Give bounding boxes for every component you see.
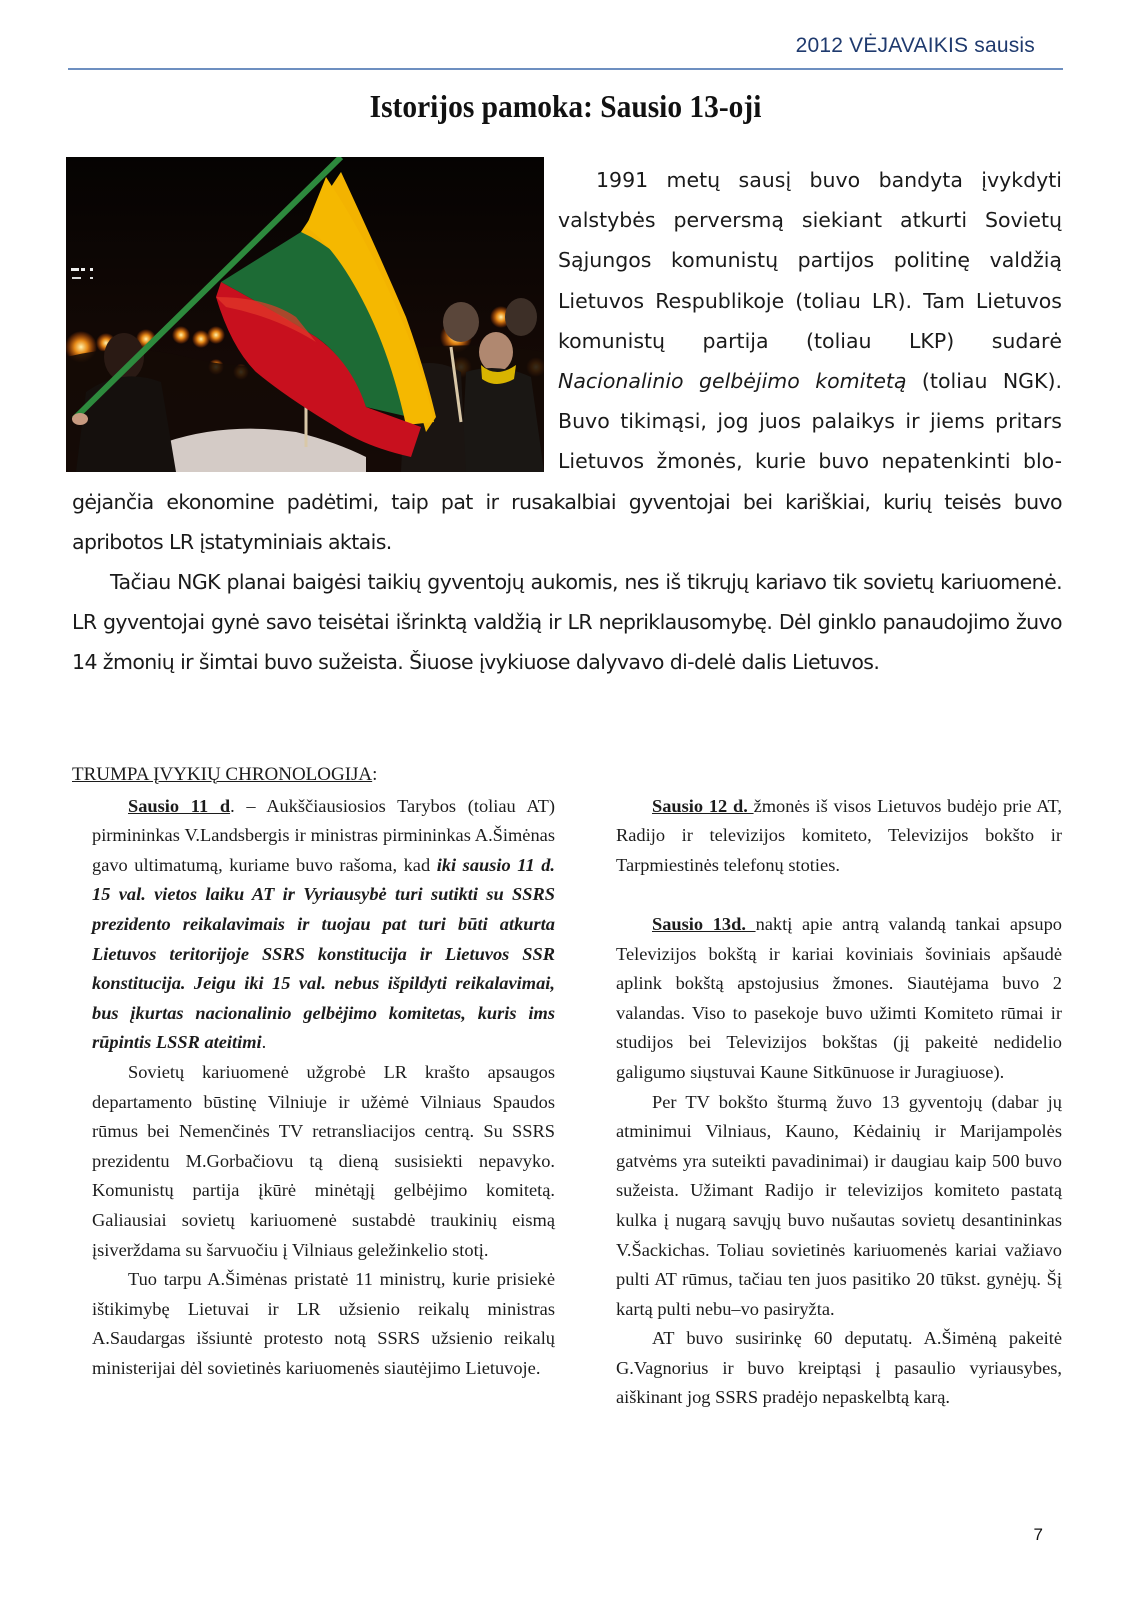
chronology-section [72, 760, 1062, 1413]
entry-paragraph: Sovietų kariuomenė užgrobė LR krašto apsaugos departamento būstinę Vilniuje ir užėmė Vilniaus Spaudos rūmus bei Nemenčinės TV retransliacijos centrą. Su SSRS prezidentu M.Gorbačiovu tą dieną susisiekti nepavyko. Komunistų partija įkūrė minėtąjį gelbėjimo komitetą. Galiausiai sovietų kariuomenė sustabdė traukinių eismą įsiverždama su šarvuočiu į Vilniaus geležinkelio stotį. [92, 1061, 555, 1260]
date-label: Sausio 11 d [128, 795, 231, 816]
header-rule [68, 68, 1063, 70]
running-header: 2012 VĖJAVAIKIS sausis [795, 34, 1035, 57]
entry-jan-11: Sausio 11 d. – Aukščiausiosios Tarybos (toliau AT) pirmininkas V.Landsbergis ir ministras pirmininkas A.Šimėnas gavo ultimatumą, kuriame buvo rašoma, kad iki sausio 11 d. 15 val. vietos laiku AT ir Vyriausybė turi sutikti su SSRS prezidento reikalavimais ir tuojau pat turi būti atkurta Lietuvos teritorijoje SSRS konstitucija ir Lietuvos SSR konstitucija. Jeigu iki 15 val. nebus išpildyti reikalavimai, bus įkurtas nacionalinio gelbėjimo komitetas, kuris ims rūpintis LSSR ateitimi. [92, 795, 555, 1053]
entry-jan-13: Sausio 13d. naktį apie antrą valandą tankai apsupo Televizijos bokštą ir kariai koviniais šoviniais apšaudė aplink bokštą apstojusius žmones. Siautėjama buvo 2 valandas. Viso to pasekoje buvo užimti Komiteto rūmai ir studijos bei Televizijos bokštas (jį pakeitė nedidelio galigumo siųstuvai Kaune Sitkūnuose ir Juragiuose). [616, 913, 1062, 1082]
page-number: 7 [1033, 1525, 1043, 1544]
ultimatum-demand: iki sausio 11 d. 15 val. vietos laiku AT ir Vyriausybė turi sutikti su SSRS prezidento reikalavimais ir tuojau pat turi būti atkurta Lietuvos teritorijoje SSRS konstitucija ir Lietuvos SSR konstitucija. Jeigu iki 15 val. nebus išpildyti reikalavimai, bus įkurtas nacionalinio gelbėjimo komitetas, kuris ims rūpintis LSSR ateitimi [92, 854, 555, 1053]
entry-paragraph: Tuo tarpu A.Šimėnas pristatė 11 ministrų, kurie prisiekė ištikimybę Lietuvai ir LR užsienio reikalų ministras A.Saudargas išsiuntė protesto notą SSRS užsienio reikalų ministerijai dėl sovietinės kariuomenės siautėjimo Lietuvoje. [92, 1269, 555, 1378]
chronology-heading: TRUMPA ĮVYKIŲ CHRONOLOGIJA: [72, 764, 378, 785]
date-label: Sausio 12 d. [652, 795, 754, 816]
ngk-italic-term: Nacionalinio gelbėjimo komitetą [558, 369, 907, 394]
intro-paragraph-2: Tačiau NGK planai baigėsi taikių gyventojų aukomis, nes iš tikrųjų kariavo tik sovietų kariuomenė. LR gyventojai gynė savo teisėtai išrinktą valdžią ir LR nepriklausomybę. Dėl ginklo panaudojimo žuvo 14 žmonių ir šimtai buvo sužeista. Šiuose įvykiuose dalyvavo di-delė dalis Lietuvos. [72, 570, 1062, 675]
entry-paragraph: Per TV bokšto šturmą žuvo 13 gyventojų (dabar jų atminimui Vilniaus, Kauno, Kėdainių ir Marijampolės gatvėms yra suteikti pavadinimai) ir daugiau kaip 500 buvo sužeista. Užimant Radijo ir televizijos komiteto pastatą kulka į nugarą savųjų buvo nušautas sovietų desantininkas V.Šackichas. Toliau sovietinės kariuomenės kariai važiavo pulti AT rūmus, tačiau ten juos pasitiko 20 tūkst. gynėjų. Šį kartą pulti nebu–vo pasiryžta. [616, 1091, 1062, 1319]
intro-text [72, 160, 1062, 683]
chronology-columns [72, 792, 1062, 1413]
intro-paragraph-1: 1991 metų sausį buvo bandyta įvykdyti valstybės perversmą siekiant atkurti Sovietų Sąjungos komunistų partijos politinę valdžią Lietuvos Respublikoje (toliau LR). Tam Lietuvos komunistų partija (toliau LKP) sudarė Nacionalinio gelbėjimo komitetą (toliau NGK). Buvo tikimąsi, jog juos palaikys ir jiems pritars Lietuvos žmonės, kurie buvo nepatenkinti blo-gėjančia ekonomine padėtimi, taip pat ir rusakalbiai gyventojai bei kariškiai, kurių teisės buvo apribotos LR įstatyminiais aktais. [72, 168, 1062, 554]
date-label: Sausio 13d. [652, 913, 756, 934]
chronology-left-column [92, 792, 555, 1413]
entry-jan-12: Sausio 12 d. žmonės iš visos Lietuvos budėjo prie AT, Radijo ir televizijos komiteto, Televizijos bokšto ir Tarpmiestinės telefonų stoties. [616, 795, 1063, 875]
article-title: Istorijos pamoka: Sausio 13-oji [369, 88, 762, 124]
photo-wrap-spacer [72, 160, 558, 480]
entry-paragraph: AT buvo susirinkę 60 deputatų. A.Šimėną pakeitė G.Vagnorius ir buvo kreiptąsi į pasaulio vyriausybes, aiškinant jog SSRS pradėjo nepaskelbtą karą. [616, 1328, 1062, 1408]
chronology-right-column [616, 792, 1062, 1413]
